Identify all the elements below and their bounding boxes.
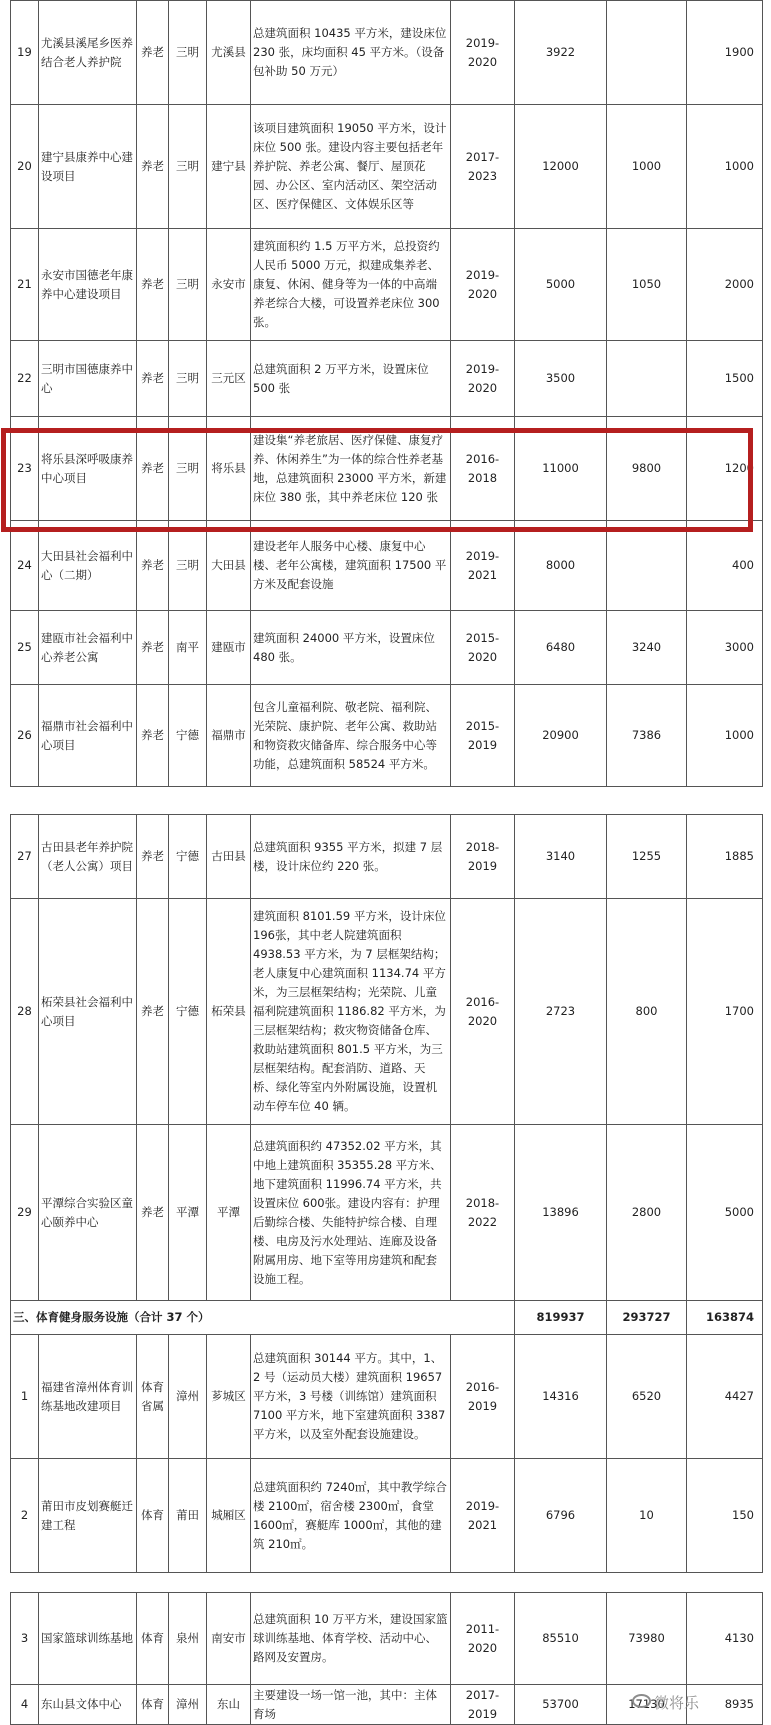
row-no: 29 [11, 1125, 39, 1301]
city: 南平 [169, 611, 207, 685]
total-investment: 20900 [515, 685, 607, 787]
completed-investment [607, 1, 687, 105]
total-investment: 13896 [515, 1125, 607, 1301]
project-table-3 [10, 1592, 763, 1725]
total-investment: 85510 [515, 1593, 607, 1685]
period: 2011-2020 [451, 1593, 515, 1685]
city: 莆田 [169, 1459, 207, 1573]
total-investment: 53700 [515, 1685, 607, 1725]
period: 2015-2020 [451, 611, 515, 685]
construction-content: 总建筑面积 10 万平方米，建设国家篮球训练基地、体育学校、活动中心、路网及安置房。 [251, 1593, 451, 1685]
table-row [11, 611, 763, 685]
project-name: 国家篮球训练基地 [39, 1593, 137, 1685]
construction-content: 总建筑面积 2 万平方米，设置床位 500 张 [251, 341, 451, 417]
category: 养老 [137, 815, 169, 899]
section-title: 三、体育健身服务设施（合计 37 个） [11, 1301, 515, 1335]
construction-content: 该项目建筑面积 19050 平方米，设计床位 500 张。建设内容主要包括老年养护院、养老公寓、餐厅、屋顶花园、办公区、室内活动区、架空活动区、医疗保健区、文体娱乐区等 [251, 105, 451, 229]
table-row [11, 1335, 763, 1459]
period: 2019-2020 [451, 341, 515, 417]
planned-investment: 5000 [687, 1125, 763, 1301]
planned-investment: 1700 [687, 899, 763, 1125]
row-no: 2 [11, 1459, 39, 1573]
planned-investment: 1500 [687, 341, 763, 417]
completed-investment: 10 [607, 1459, 687, 1573]
county: 柘荣县 [207, 899, 251, 1125]
city: 漳州 [169, 1335, 207, 1459]
table-row [11, 1593, 763, 1685]
completed-investment: 1000 [607, 105, 687, 229]
period: 2016-2018 [451, 417, 515, 521]
project-name: 平潭综合实验区童心颐养中心 [39, 1125, 137, 1301]
county: 福鼎市 [207, 685, 251, 787]
county: 古田县 [207, 815, 251, 899]
construction-content: 总建筑面积约 7240㎡，其中教学综合楼 2100㎡，宿舍楼 2300㎡，食堂 1600㎡，赛艇库 1000㎡，其他的建筑 210㎡。 [251, 1459, 451, 1573]
project-name: 建宁县康养中心建设项目 [39, 105, 137, 229]
county: 城厢区 [207, 1459, 251, 1573]
planned-investment: 400 [687, 521, 763, 611]
completed-investment [607, 521, 687, 611]
category: 养老 [137, 229, 169, 341]
county: 永安市 [207, 229, 251, 341]
category: 养老 [137, 1125, 169, 1301]
project-table-1 [10, 0, 763, 787]
row-no: 26 [11, 685, 39, 787]
period: 2016-2019 [451, 1335, 515, 1459]
total-investment: 3500 [515, 341, 607, 417]
section-header-row [11, 1301, 763, 1335]
period: 2018-2022 [451, 1125, 515, 1301]
category: 养老 [137, 899, 169, 1125]
wechat-icon [632, 1694, 651, 1708]
construction-content: 建筑面积 8101.59 平方米，设计床位 196张，其中老人院建筑面积 4938.53 平方米，为 7 层框架结构；老人康复中心建筑面积 1134.74 平方米，为三层框架结构；光荣院、儿童福利院建筑面积 1186.82 平方米，为三层框架结构；救灾物资储备仓库、救助站建筑面积 801.5 平方米，为三层框架结构。配套消防、道路、天桥、绿化等室内外附属设施，设置机动车停车位 40 辆。 [251, 899, 451, 1125]
total-investment: 12000 [515, 105, 607, 229]
total-investment: 3922 [515, 1, 607, 105]
planned-investment: 4130 [687, 1593, 763, 1685]
construction-content: 建设集“养老旅居、医疗保健、康复疗养、休闲养生”为一体的综合性养老基地，总建筑面积 23000 平方米，新建床位 380 张，其中养老床位 120 张 [251, 417, 451, 521]
category: 体育 [137, 1459, 169, 1573]
row-no: 27 [11, 815, 39, 899]
construction-content: 建筑面积 24000 平方米，设置床位 480 张。 [251, 611, 451, 685]
completed-investment: 7386 [607, 685, 687, 787]
county: 芗城区 [207, 1335, 251, 1459]
section-completed-investment: 293727 [607, 1301, 687, 1335]
city: 漳州 [169, 1685, 207, 1725]
planned-investment: 1000 [687, 685, 763, 787]
period: 2019-2021 [451, 521, 515, 611]
city: 三明 [169, 417, 207, 521]
total-investment: 5000 [515, 229, 607, 341]
project-name: 大田县社会福利中心（二期） [39, 521, 137, 611]
row-no: 3 [11, 1593, 39, 1685]
project-name: 建瓯市社会福利中心养老公寓 [39, 611, 137, 685]
completed-investment: 1050 [607, 229, 687, 341]
planned-investment: 8935 [687, 1685, 763, 1725]
construction-content: 总建筑面积 10435 平方米，建设床位 230 张，床均面积 45 平方米。（设备包补助 50 万元） [251, 1, 451, 105]
category: 体育 [137, 1593, 169, 1685]
city: 宁德 [169, 899, 207, 1125]
construction-content: 包含儿童福利院、敬老院、福利院、光荣院、康护院、老年公寓、救助站和物资救灾储备库、综合服务中心等功能，总建筑面积 58524 平方米。 [251, 685, 451, 787]
table-row [11, 1459, 763, 1573]
period: 2016-2020 [451, 899, 515, 1125]
completed-investment: 800 [607, 899, 687, 1125]
row-no: 25 [11, 611, 39, 685]
row-no: 21 [11, 229, 39, 341]
category: 养老 [137, 341, 169, 417]
planned-investment: 1200 [687, 417, 763, 521]
table-row [11, 105, 763, 229]
highlight-frame [1, 428, 753, 532]
section-total-investment: 819937 [515, 1301, 607, 1335]
county: 将乐县 [207, 417, 251, 521]
total-investment: 6796 [515, 1459, 607, 1573]
completed-investment: 17130 [607, 1685, 687, 1725]
period: 2019-2020 [451, 1, 515, 105]
project-name: 柘荣县社会福利中心项目 [39, 899, 137, 1125]
construction-content: 总建筑面积 9355 平方米，拟建 7 层楼，设计床位约 220 张。 [251, 815, 451, 899]
table-row [11, 1125, 763, 1301]
category: 养老 [137, 611, 169, 685]
row-no: 20 [11, 105, 39, 229]
project-name: 东山县文体中心 [39, 1685, 137, 1725]
category: 体育省属 [137, 1335, 169, 1459]
city: 三明 [169, 229, 207, 341]
project-name: 将乐县深呼吸康养中心项目 [39, 417, 137, 521]
period: 2019-2020 [451, 229, 515, 341]
category: 养老 [137, 417, 169, 521]
period: 2017-2023 [451, 105, 515, 229]
row-no: 19 [11, 1, 39, 105]
row-no: 23 [11, 417, 39, 521]
total-investment: 6480 [515, 611, 607, 685]
project-name: 福建省漳州体育训练基地改建项目 [39, 1335, 137, 1459]
category: 体育 [137, 1685, 169, 1725]
county: 南安市 [207, 1593, 251, 1685]
total-investment: 14316 [515, 1335, 607, 1459]
completed-investment [607, 341, 687, 417]
period: 2017-2019 [451, 1685, 515, 1725]
table-row [11, 685, 763, 787]
completed-investment: 1255 [607, 815, 687, 899]
category: 养老 [137, 105, 169, 229]
category: 养老 [137, 521, 169, 611]
table-row [11, 229, 763, 341]
planned-investment: 2000 [687, 229, 763, 341]
total-investment: 3140 [515, 815, 607, 899]
completed-investment: 6520 [607, 1335, 687, 1459]
row-no: 24 [11, 521, 39, 611]
period: 2015-2019 [451, 685, 515, 787]
planned-investment: 1000 [687, 105, 763, 229]
city: 宁德 [169, 685, 207, 787]
project-name: 福鼎市社会福利中心项目 [39, 685, 137, 787]
completed-investment: 9800 [607, 417, 687, 521]
city: 泉州 [169, 1593, 207, 1685]
planned-investment: 3000 [687, 611, 763, 685]
total-investment: 2723 [515, 899, 607, 1125]
table-row [11, 899, 763, 1125]
county: 建宁县 [207, 105, 251, 229]
total-investment: 11000 [515, 417, 607, 521]
planned-investment: 4427 [687, 1335, 763, 1459]
construction-content: 主要建设一场一馆一池，其中：主体育场 [251, 1685, 451, 1725]
project-table-2 [10, 814, 763, 1573]
construction-content: 建筑面积约 1.5 万平方米，总投资约人民币 5000 万元，拟建成集养老、康复、休闲、健身等为一体的中高端养老综合大楼，可设置养老床位 300 张。 [251, 229, 451, 341]
period: 2018-2019 [451, 815, 515, 899]
category: 养老 [137, 1, 169, 105]
city: 三明 [169, 105, 207, 229]
completed-investment: 3240 [607, 611, 687, 685]
construction-content: 总建筑面积 30144 平方。其中，1、2 号（运动员大楼）建筑面积 19657 平方米，3 号楼（训练馆）建筑面积 7100 平方米，地下室建筑面积 3387 平方米，以及室外配套设施建设。 [251, 1335, 451, 1459]
project-name: 古田县老年养护院（老人公寓）项目 [39, 815, 137, 899]
watermark: 微将乐 [654, 1694, 700, 1712]
table-row [11, 815, 763, 899]
row-no: 1 [11, 1335, 39, 1459]
category: 养老 [137, 685, 169, 787]
city: 宁德 [169, 815, 207, 899]
table-row [11, 521, 763, 611]
construction-content: 建设老年人服务中心楼、康复中心楼、老年公寓楼，建筑面积 17500 平方米及配套设施 [251, 521, 451, 611]
total-investment: 8000 [515, 521, 607, 611]
row-no: 28 [11, 899, 39, 1125]
city: 三明 [169, 521, 207, 611]
county: 东山 [207, 1685, 251, 1725]
row-no: 4 [11, 1685, 39, 1725]
county: 建瓯市 [207, 611, 251, 685]
city: 三明 [169, 1, 207, 105]
city: 平潭 [169, 1125, 207, 1301]
county: 尤溪县 [207, 1, 251, 105]
section-planned-investment: 163874 [687, 1301, 763, 1335]
planned-investment: 1900 [687, 1, 763, 105]
county: 三元区 [207, 341, 251, 417]
period: 2019-2021 [451, 1459, 515, 1573]
construction-content: 总建筑面积约 47352.02 平方米，其中地上建筑面积 35355.28 平方米、地下建筑面积 11996.74 平方米，共设置床位 600张。建设内容有：护理后勤综合楼、失能特护综合楼、自理楼、电房及污水处理站、连廊及设备附属用房、地下室等用房建筑和配套设施工程。 [251, 1125, 451, 1301]
county: 大田县 [207, 521, 251, 611]
planned-investment: 150 [687, 1459, 763, 1573]
project-name: 莆田市皮划赛艇迁建工程 [39, 1459, 137, 1573]
county: 平潭 [207, 1125, 251, 1301]
project-name: 三明市国德康养中心 [39, 341, 137, 417]
row-no: 22 [11, 341, 39, 417]
completed-investment: 73980 [607, 1593, 687, 1685]
table-row [11, 1, 763, 105]
city: 三明 [169, 341, 207, 417]
project-name: 尤溪县溪尾乡医养结合老人养护院 [39, 1, 137, 105]
table-row [11, 341, 763, 417]
completed-investment: 2800 [607, 1125, 687, 1301]
project-name: 永安市国德老年康养中心建设项目 [39, 229, 137, 341]
planned-investment: 1885 [687, 815, 763, 899]
